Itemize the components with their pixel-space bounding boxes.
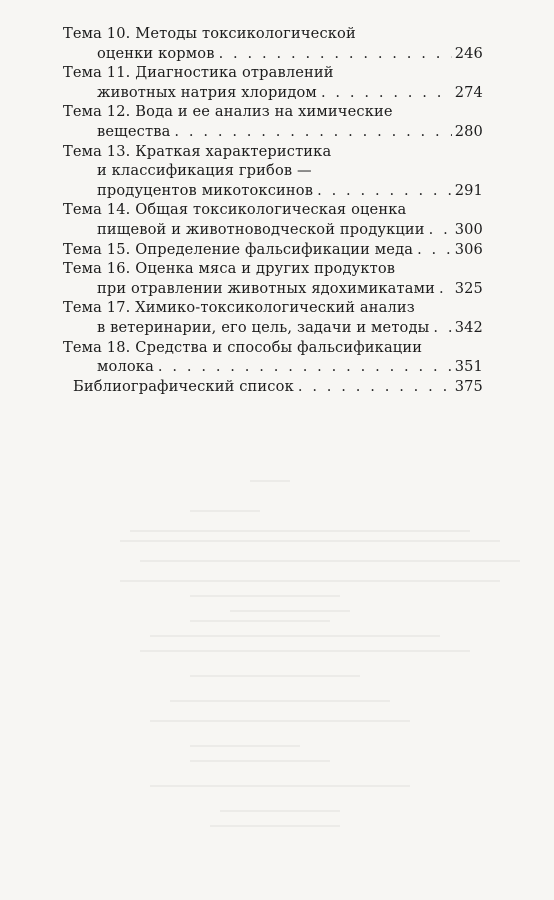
toc-page-number: 274 (454, 83, 483, 101)
dot-leader (417, 240, 452, 260)
bleed-through-line (210, 825, 340, 827)
toc-entry-title: Тема 10. Методы токсикологической (63, 25, 356, 42)
toc-entry (63, 338, 483, 377)
toc-entry-line (63, 44, 483, 64)
bleed-through-line (190, 595, 340, 597)
toc-entry-line (63, 122, 483, 142)
bleed-through-line (150, 635, 440, 637)
toc-entry-line (63, 161, 483, 181)
bleed-through-line (190, 675, 360, 677)
bleed-through-line (190, 510, 260, 512)
dot-leader (317, 181, 452, 201)
toc-entry-line (63, 357, 483, 377)
toc-entry-line (63, 318, 483, 338)
toc-entry-line (63, 102, 483, 122)
toc-entry-line (63, 298, 483, 318)
bleed-through-line (140, 650, 470, 652)
toc-entry-title: Тема 17. Химико-токсикологический анализ (63, 299, 415, 317)
toc-entry-line (63, 181, 483, 201)
toc-page-number: 246 (454, 44, 483, 62)
toc-page-number: 291 (454, 181, 483, 199)
dot-leader (158, 357, 452, 377)
dot-leader (433, 318, 451, 338)
toc-entry-line (63, 377, 483, 397)
toc-entry-line (63, 142, 483, 162)
toc-entry (63, 200, 483, 239)
toc-entry-line (63, 338, 483, 358)
toc-entry-title: Тема 14. Общая токсикологическая оценка (63, 201, 407, 219)
toc-entry-title: в ветеринарии, его цель, задачи и методы (97, 318, 430, 336)
toc-entry (63, 63, 483, 102)
toc-entry-line (63, 63, 483, 83)
toc-page-number: 351 (454, 358, 483, 376)
bleed-through-line (150, 785, 410, 787)
table-of-contents (63, 24, 483, 396)
toc-entry-title: Библиографический список (73, 377, 294, 395)
dot-leader (429, 220, 452, 240)
toc-entry-title: Тема 12. Вода и ее анализ на химические (63, 103, 393, 121)
toc-entry-bibliography (63, 377, 483, 397)
dot-leader (439, 279, 452, 299)
toc-entry-line (63, 24, 483, 44)
bleed-through-line (190, 620, 330, 622)
toc-page-number: 280 (454, 122, 483, 140)
dot-leader (298, 377, 452, 397)
toc-entry (63, 24, 483, 63)
bleed-through-line (150, 720, 410, 722)
dot-leader (321, 83, 452, 103)
bleed-through-line (220, 810, 340, 812)
toc-entry (63, 298, 483, 337)
toc-entry-title: и классификация грибов — (97, 162, 312, 180)
bleed-through-line (170, 700, 390, 702)
toc-entry-title: Тема 18. Средства и способы фальсификации (63, 338, 423, 356)
toc-page-number: 306 (454, 240, 483, 258)
toc-page-number: 375 (454, 377, 483, 395)
toc-entry-title: пищевой и животноводческой продукции (97, 220, 425, 238)
toc-entry-line (63, 240, 483, 260)
bleed-through-line (120, 540, 500, 542)
bleed-through-line (250, 480, 290, 482)
toc-entry-title: вещества (97, 122, 171, 140)
toc-entry-title: Тема 13. Краткая характеристика (63, 142, 332, 160)
bleed-through-line (130, 530, 470, 532)
toc-entry (63, 259, 483, 298)
bleed-through-line (230, 610, 350, 612)
toc-entry-title: Тема 16. Оценка мяса и других продуктов (63, 260, 396, 278)
toc-page-number: 300 (454, 220, 483, 238)
toc-entry-title: продуцентов микотоксинов (97, 181, 314, 199)
bleed-through-line (120, 580, 500, 582)
toc-entry (63, 102, 483, 141)
toc-entry-title: молока (97, 358, 154, 376)
toc-entry-title: при отравлении животных ядохимикатами (97, 279, 435, 297)
toc-page-number: 342 (454, 318, 483, 336)
toc-entry-title: Тема 11. Диагностика отравлений (63, 64, 334, 82)
toc-entry-line (63, 259, 483, 279)
toc-page-number: 325 (454, 279, 483, 297)
bleed-through-line (190, 760, 330, 762)
toc-entry-line (63, 279, 483, 299)
toc-entry (63, 240, 483, 260)
bleed-through-background (0, 420, 554, 840)
toc-entry-line (63, 220, 483, 240)
dot-leader (219, 44, 452, 64)
dot-leader (174, 122, 451, 142)
toc-entry-line (63, 200, 483, 220)
toc-entry-title: оценки кормов (97, 44, 215, 62)
toc-entry-title: Тема 15. Определение фальсификации меда (63, 240, 414, 258)
toc-entry-line (63, 83, 483, 103)
bleed-through-line (140, 560, 520, 562)
bleed-through-line (190, 745, 300, 747)
toc-entry (63, 142, 483, 201)
toc-entry-title: животных натрия хлоридом (97, 83, 317, 101)
